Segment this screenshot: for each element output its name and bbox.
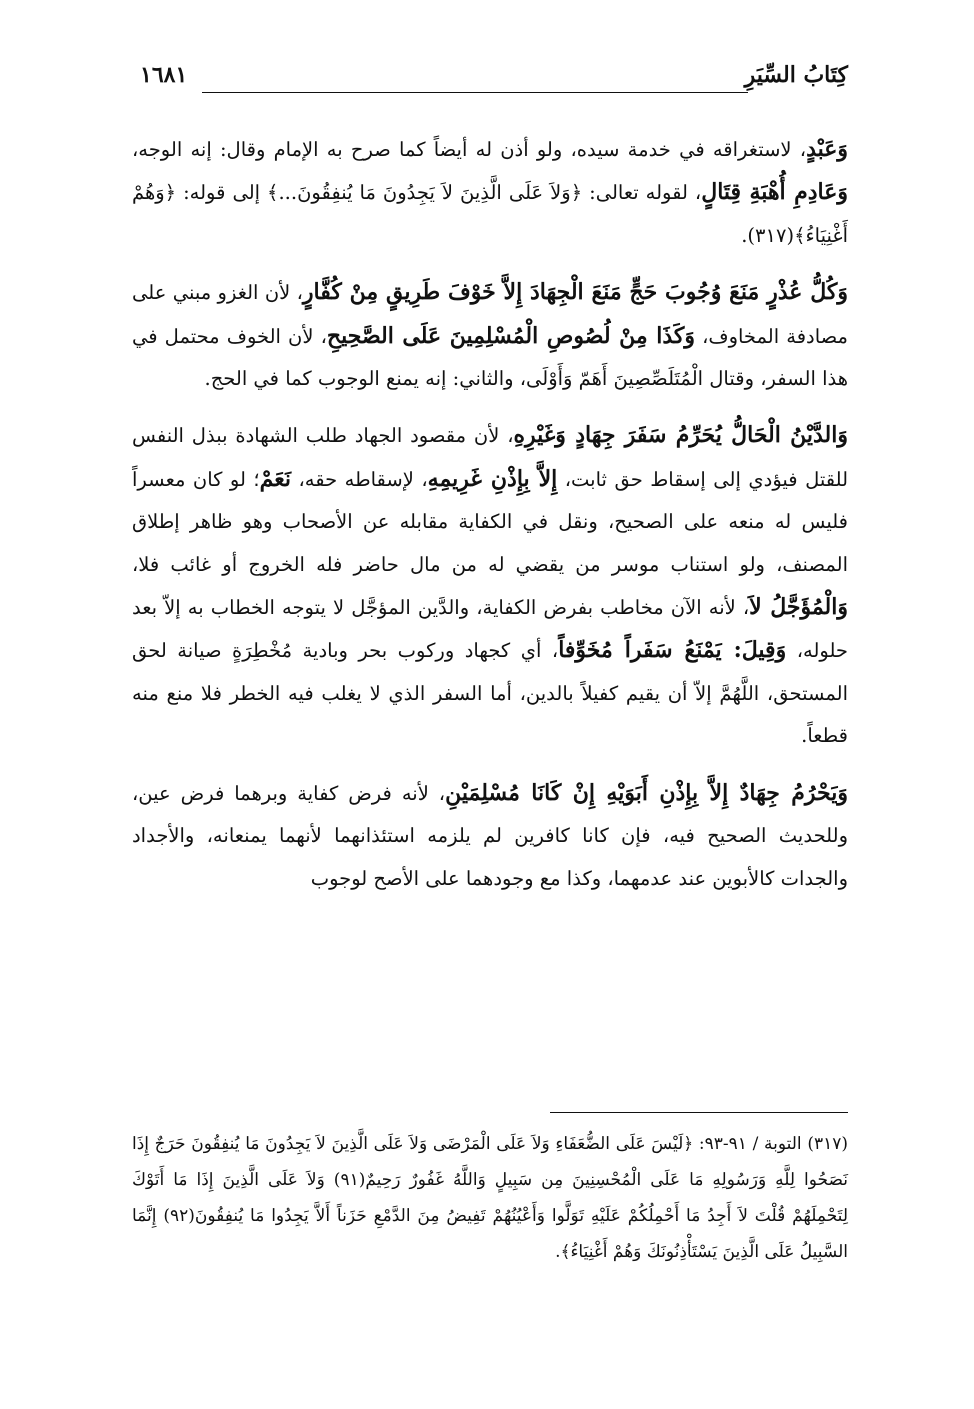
matn-text: وَكَذَا مِنْ لُصُوصِ الْمُسْلِمِينَ عَلَى الصَّحِيحِ xyxy=(326,322,695,349)
matn-text: وَقِيلَ: يَمْنَعُ سَفَراً مُخَوِّفاً xyxy=(558,637,787,664)
paragraph xyxy=(132,772,848,900)
matn-text: وَالْمُؤَجَّلُ لاَ xyxy=(749,594,848,621)
commentary-text: ؛ لو كان معسراً فليس له منعه على الصحيح، ونقل في الكفاية مقابله عن الأصحاب وهو ظاهر إطلاق المصنف، ولو استناب موسر من يقضي له من مال حاضر فله الخروج أو غائب فلا، xyxy=(132,467,848,576)
matn-text: وَكُلُّ عُذْرٍ مَنَعَ وُجُوبَ حَجٍّ مَنَعَ الْجِهَادَ إِلاَّ خَوْفَ طَرِيقٍ مِنْ كُفَّارٍ xyxy=(302,279,848,306)
commentary-text: ، لقوله تعالى: ﴿وَلاَ عَلَى الَّذِينَ لاَ يَجِدُونَ مَا يُنفِقُونَ...﴾ إلى قوله: ﴿وَهُمْ أَغْنِيَاءُ﴾(٣١٧). xyxy=(132,181,848,247)
footnote-divider xyxy=(550,1112,848,1113)
matn-text: وَالدَّيْنُ الْحَالُّ يُحَرِّمُ سَفَرَ جِهَادٍ وَغَيْرِهِ xyxy=(513,422,848,449)
matn-text: إِلاَّ بِإِذْنِ غَرِيمِهِ xyxy=(427,465,558,492)
running-header xyxy=(120,62,848,102)
matn-text: وَعَادِمِ أُهْبَةِ قِتَالٍ xyxy=(701,179,848,206)
footnote: (٣١٧) التوبة / ٩١-٩٣: ﴿لَيْسَ عَلَى الضُّعَفَاءِ وَلاَ عَلَى الْمَرْضَى وَلاَ عَلَى الَّذِينَ لاَ يَجِدُونَ مَا يُنفِقُونَ حَرَجٌ إِذَا نَصَحُوا لِلَّهِ وَرَسُولِهِ مَا عَلَى الْمُحْسِنِينَ مِن سَبِيلٍ وَاللَّهُ غَفُورٌ رَحِيمٌ(٩١) وَلاَ عَلَى الَّذِينَ إِذَا مَا أَتَوْكَ لِتَحْمِلَهُمْ قُلْتَ لاَ أَجِدُ مَا أَحْمِلُكُمْ عَلَيْهِ تَوَلَّوا وَأَعْيُنُهُمْ تَفِيضُ مِنَ الدَّمْعِ حَزَناً أَلاَّ يَجِدُوا مَا يُنفِقُونَ(٩٢) إِنَّمَا السَّبِيلُ عَلَى الَّذِينَ يَسْتَأْذِنُونَكَ وَهُمْ أَغْنِيَاءُ﴾. xyxy=(132,1134,849,1262)
paragraph xyxy=(132,128,848,257)
commentary-text: ، أي كجهاد وركوب بحر وبادية مُخْطِرَةٍ صيانة لحق المستحق، اللَّهُمَّ إلاّ أن يقيم كفيلاً بالدين، أما السفر الذي لا يغلب فيه الخطر فلا منع منه قطعاً. xyxy=(132,639,848,748)
matn-text: وَعَبْدٍ xyxy=(806,136,848,162)
paragraph xyxy=(132,414,848,757)
commentary-text: ، لأنه الآن مخاطب بفرض الكفاية، والدَّين المؤجَّل لا يتوجه الخطاب به إلاّ بعد حلوله، xyxy=(132,596,848,663)
paragraph xyxy=(132,271,848,400)
book-title: كِتَابُ السِّيَرِ xyxy=(744,62,848,88)
page-number: ١٦٨١ xyxy=(140,62,188,88)
main-text xyxy=(132,128,848,914)
commentary-text: ، لأنه فرض كفاية وبرهما فرض عين، وللحديث الصحيح فيه، فإن كانا كافرين لم يلزمه استئذانهما لأنهما يمنعانه، والأجداد والجدات كالأبوين عند عدمهما، وكذا مع وجودهما على الأصح لوجوب xyxy=(132,781,848,890)
commentary-text: ، لأن مقصود الجهاد طلب الشهادة ببذل النفس للقتل فيؤدي إلى إسقاط حق ثابت، xyxy=(132,424,849,491)
matn-text: وَيَحْرُمُ جِهَادٌ إِلاَّ بِإِذْنِ أَبَوَيْهِ إِنْ كَانَا مُسْلِمَيْنِ xyxy=(445,779,848,806)
commentary-text: ، لإسقاطه حقه، xyxy=(291,467,428,491)
matn-text: نَعَمْ xyxy=(259,465,292,492)
commentary-text: ، لأن الخوف محتمل في هذا السفر، وقتال الْمُتَلَصِّصِينَ أَهَمّ وَأَوْلَى، والثاني: إنه يمنع الوجوب كما في الحج. xyxy=(132,324,848,391)
commentary-text: ، لاستغراقه في خدمة سيده، ولو أذن له أيضاً كما صرح به الإمام وقال: إنه الوجه، xyxy=(132,138,807,161)
header-rule xyxy=(202,92,748,93)
commentary-text: ، لأن الغزو مبني على مصادفة المخاوف، xyxy=(132,281,849,348)
